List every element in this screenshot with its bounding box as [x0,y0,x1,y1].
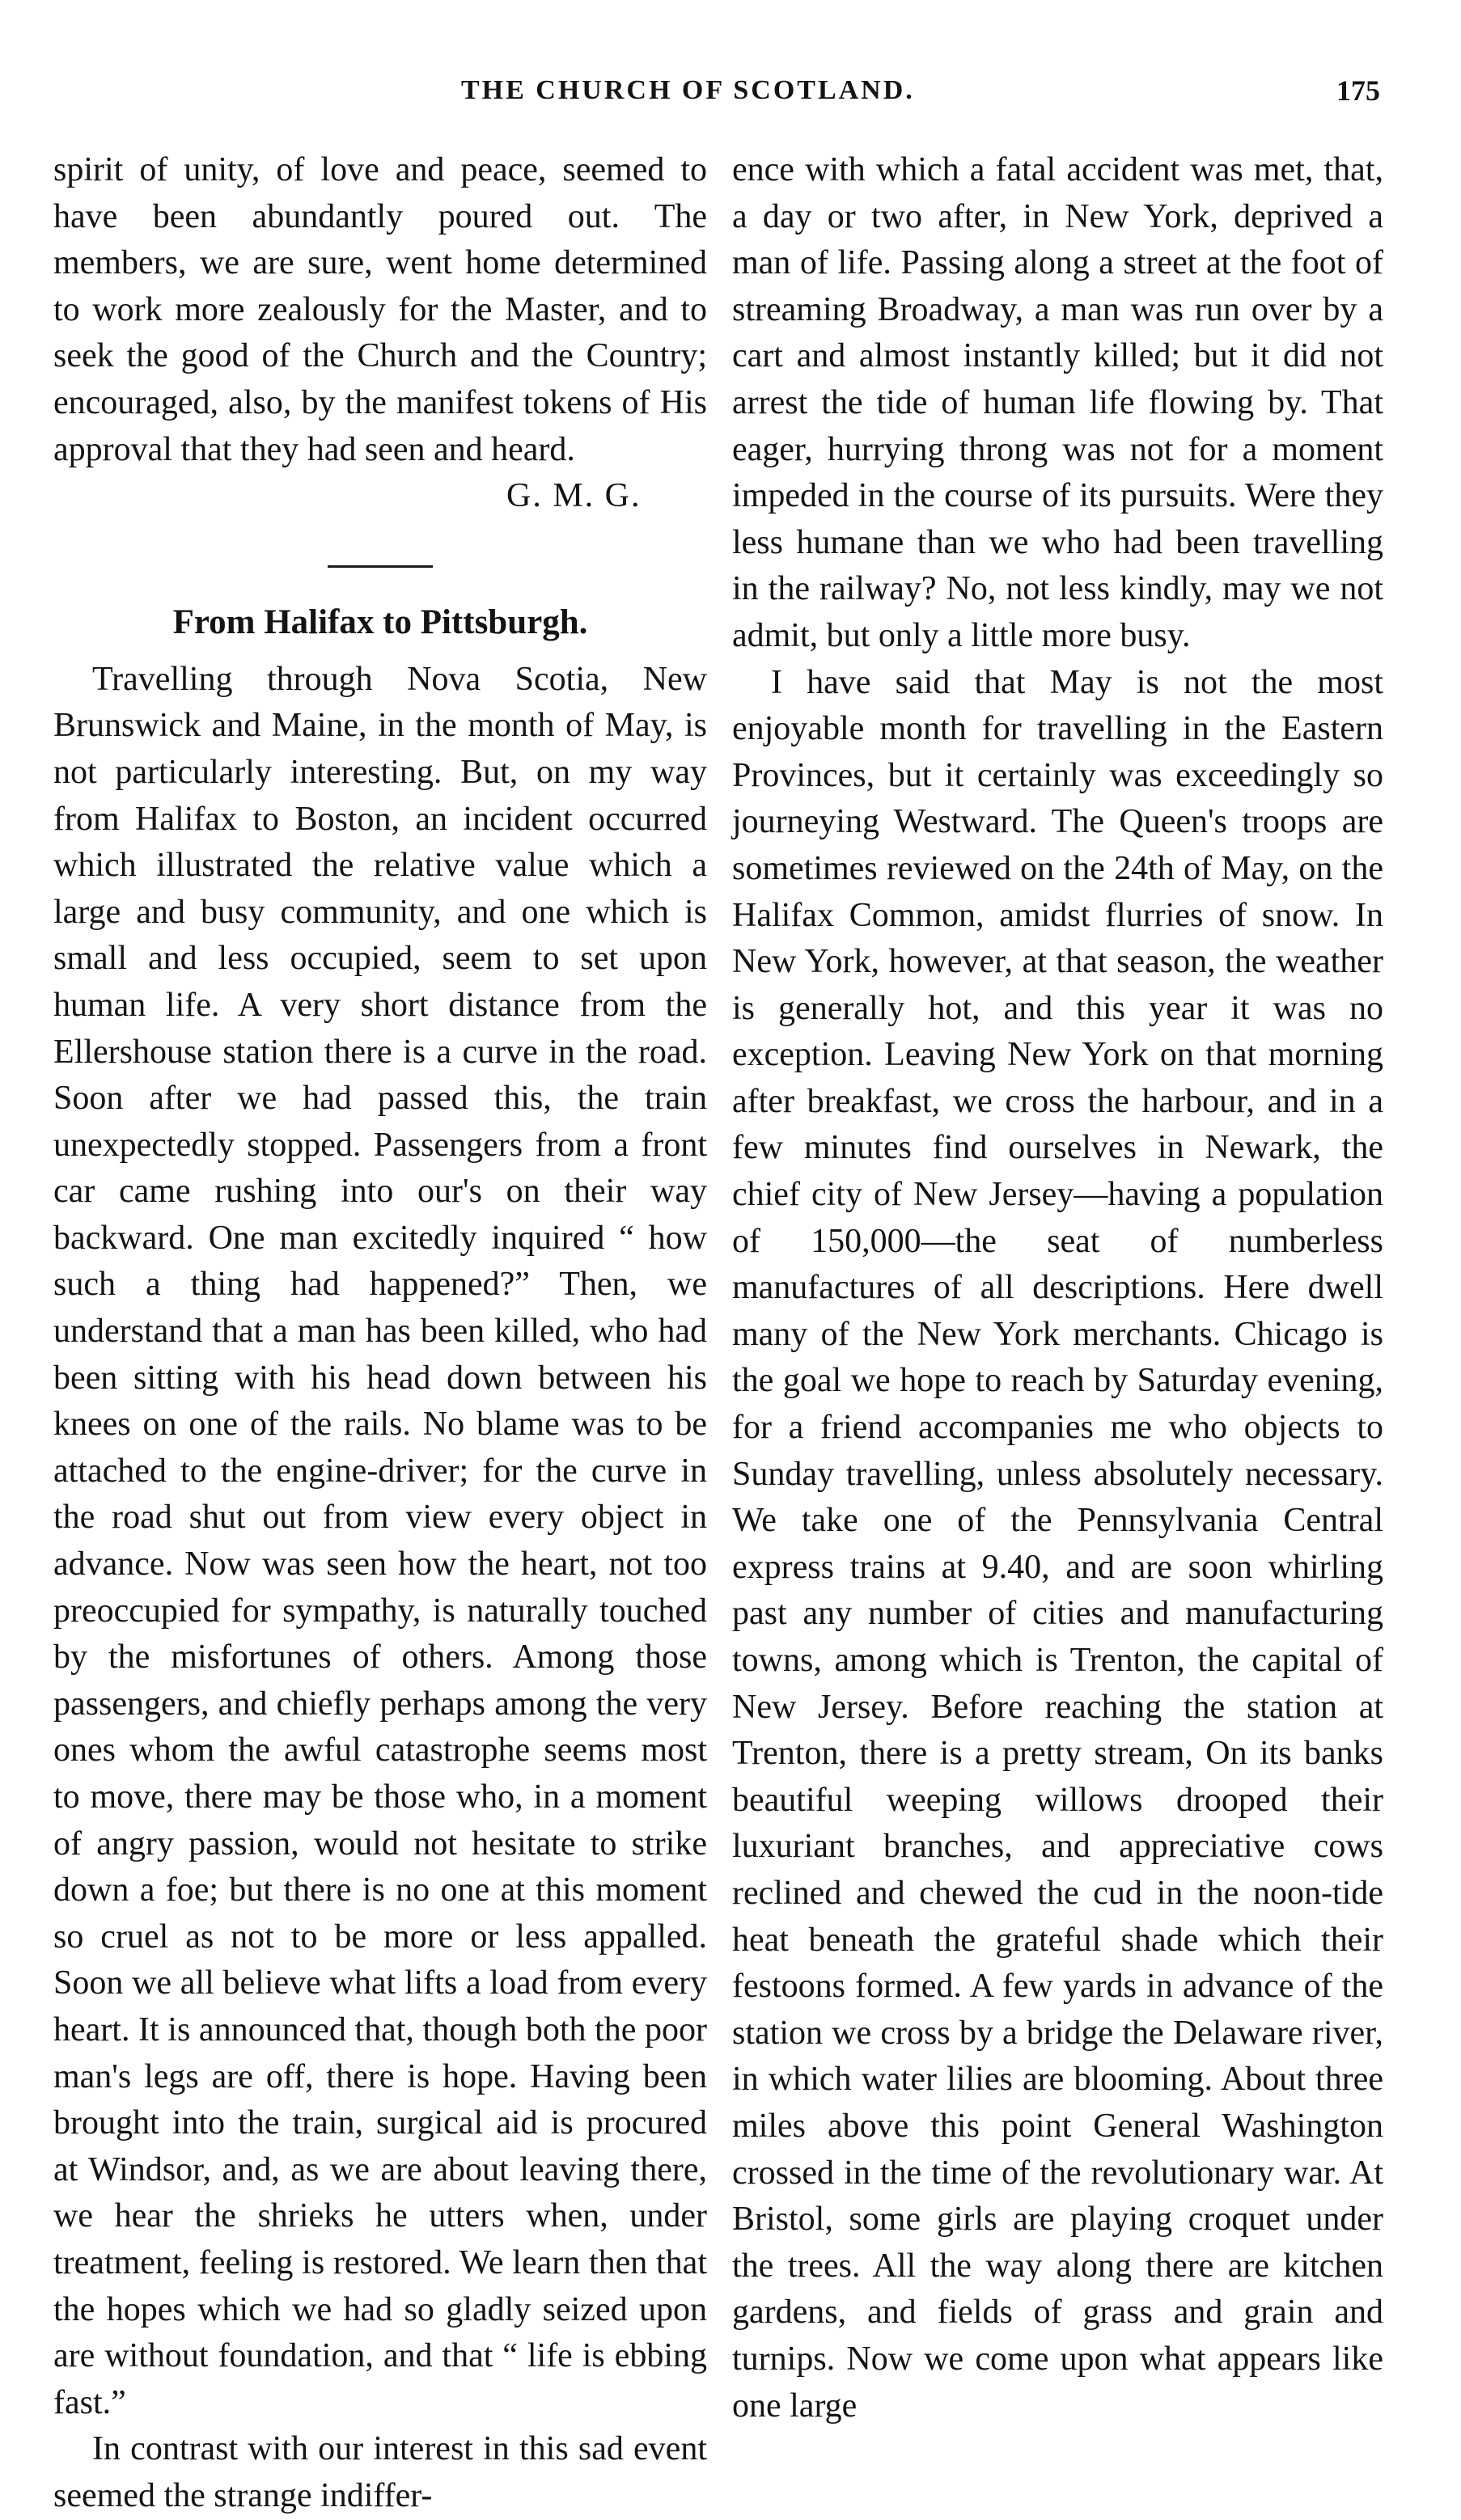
article-title: From Halifax to Pittsburgh. [172,603,588,641]
right-column [732,147,1383,2429]
paragraph: Travelling through Nova Scotia, New Brunswick and Maine, in the month of May, is not particularly interesting. But, on my way from Halifax to Boston, an incident occurred which illustrated the relative value which a large and busy community, and one which is small and less occupied, seem to set upon human life. A very short distance from the Ellershouse station there is a curve in the road. Soon after we had passed this, the train unexpectedly stopped. Passengers from a front car came rushing into our's on their way backward. One man excitedly inquired “ how such a thing had happened?” Then, we understand that a man has been killed, who had been sitting with his head down between his knees on one of the rails. No blame was to be attached to the engine-driver; for the curve in the road shut out from view every object in advance. Now was seen how the heart, not too preoccupied for sympathy, is naturally touched by the misfortunes of others. Among those passengers, and chiefly perhaps among the very ones whom the awful catastrophe seems most to move, there may be those who, in a moment of angry passion, would not hesitate to strike down a foe; but there is no one at this moment so cruel as not to be more or less appalled. Soon we all believe what lifts a load from every heart. It is announced that, though both the poor man's legs are off, there is hope. Having been brought into the train, surgical aid is procured at Windsor, and, as we are about leaving there, we hear the shrieks he utters when, under treatment, feeling is restored. We learn then that the hopes which we had so gladly seized upon are without foundation, and that “ life is ebbing fast.” [53,660,707,2421]
paragraph-continued: spirit of unity, of love and peace, seemed to have been abundantly poured out. The members, we are sure, went home determined to work more zealously for the Master, and to seek the good of the Church and the Country; encouraged, also, by the manifest tokens of His approval that they had seen and heard. [53,151,707,468]
page-number: 175 [1336,74,1380,107]
paragraph-continued: ence with which a fatal accident was met, that, a day or two after, in New York, deprived a man of life. Passing along a street at the foot of streaming Broadway, a man was run over by a cart and almost instantly killed; but it did not arrest the tide of human life flowing by. That eager, hurrying throng was not for a moment impeded in the course of its pursuits. Were they less humane than we who had been travelling in the railway? No, not less kindly, may we not admit, but only a little more busy. [732,151,1383,654]
author-signature: G. M. G. [506,477,642,515]
running-header [0,74,1461,123]
left-column [53,147,707,2520]
paragraph: In contrast with our interest in this sad event seemed the strange indiffer- [53,2430,707,2514]
running-title: THE CHURCH OF SCOTLAND. [461,75,915,105]
paragraph: I have said that May is not the most enjoyable month for travelling in the Eastern Provinces, but it certainly was exceedingly so journeying Westward. The Queen's troops are sometimes reviewed on the 24th of May, on the Halifax Common, amidst flurries of snow. In New York, however, at that season, the weather is generally hot, and this year it was no exception. Leaving New York on that morning after breakfast, we cross the harbour, and in a few minutes find ourselves in Newark, the chief city of New Jersey—having a population of 150,000—the seat of numberless manufactures of all descriptions. Here dwell many of the New York merchants. Chicago is the goal we hope to reach by Saturday evening, for a friend accompanies me who objects to Sunday travelling, unless absolutely necessary. We take one of the Pennsylvania Central express trains at 9.40, and are soon whirling past any number of cities and manufacturing towns, among which is Trenton, the capital of New Jersey. Before reaching the station at Trenton, there is a pretty stream, On its banks beautiful weeping willows drooped their luxuriant branches, and appreciative cows reclined and chewed the cud in the noon-tide heat beneath the grateful shade which their festoons formed. A few yards in advance of the station we cross by a bridge the Delaware river, in which water lilies are blooming. About three miles above this point General Washington crossed in the time of the revolutionary war. At Bristol, some girls are playing croquet under the trees. All the way along there are kitchen gardens, and fields of grass and grain and turnips. Now we come upon what appears like one large [732,663,1383,2425]
section-divider [328,565,433,568]
